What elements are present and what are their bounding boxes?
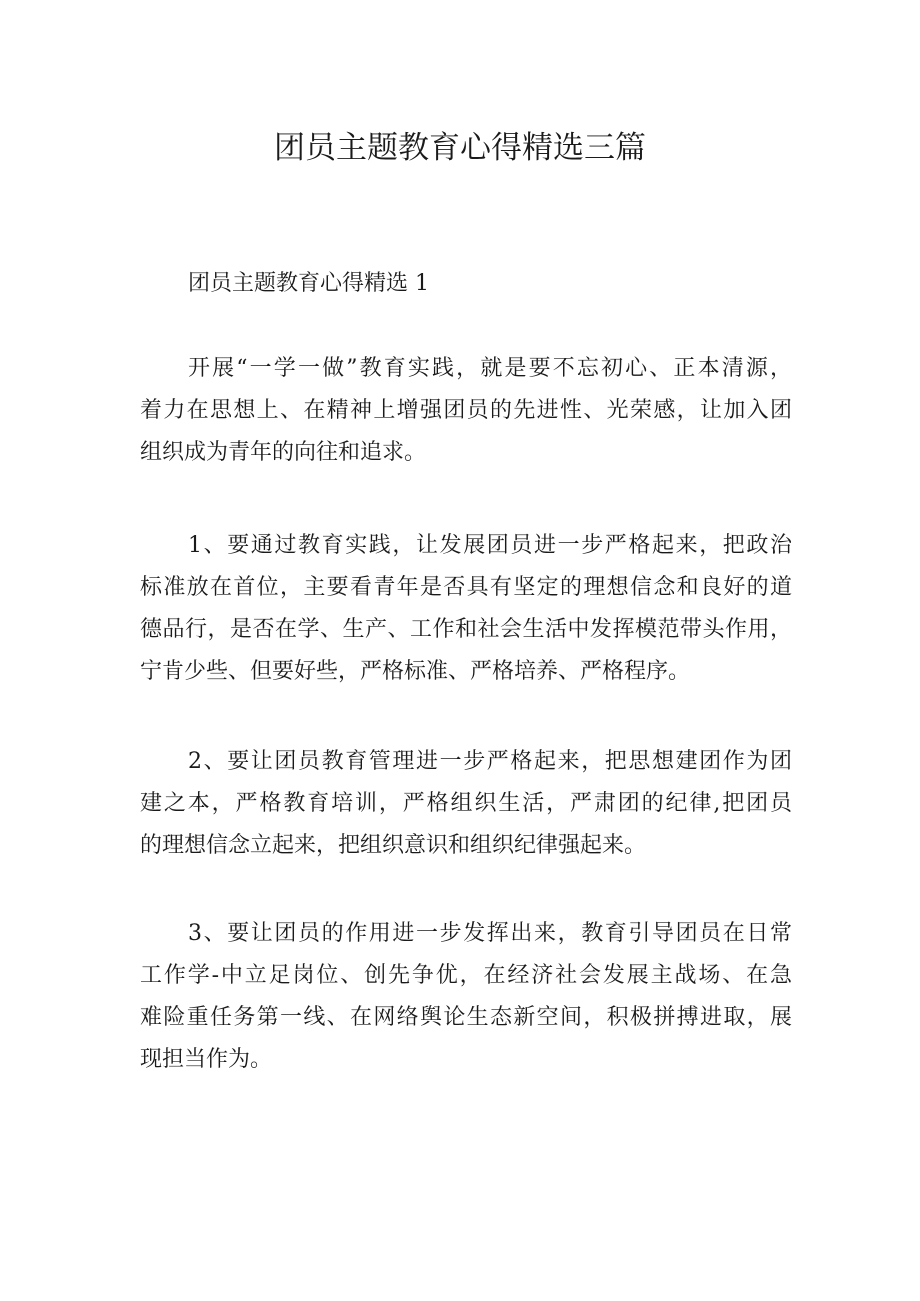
paragraph-line: 着力在思想上、在精神上增强团员的先进性、光荣感，让加入团 bbox=[140, 398, 792, 423]
paragraph-line: 3、要让团员的作用进一步发挥出来，教育引导团员在日常 bbox=[188, 921, 792, 946]
paragraph-point-2 bbox=[140, 741, 792, 867]
paragraph-point-1 bbox=[140, 525, 792, 693]
paragraph-line: 建之本，严格教育培训，严格组织生活，严肃团的纪律,把团员 bbox=[140, 791, 792, 816]
paragraph-point-3 bbox=[140, 913, 792, 1081]
paragraph-line: 组织成为青年的向往和追求。 bbox=[140, 440, 427, 465]
paragraph-line: 难险重任务第一线、在网络舆论生态新空间，积极拼搏进取，展 bbox=[140, 1005, 792, 1030]
paragraph-line: 宁肯少些、但要好些，严格标准、严格培养、严格程序。 bbox=[140, 659, 691, 684]
paragraph-line: 德品行，是否在学、生产、工作和社会生活中发挥模范带头作用， bbox=[140, 617, 792, 642]
paragraph-line: 开展“一学一做”教育实践，就是要不忘初心、正本清源， bbox=[188, 356, 792, 381]
paragraph-line: 2、要让团员教育管理进一步严格起来，把思想建团作为团 bbox=[188, 749, 792, 774]
section-heading: 团员主题教育心得精选 1 bbox=[188, 271, 429, 296]
paragraph-intro bbox=[140, 348, 792, 474]
paragraph-line: 现担当作为。 bbox=[140, 1047, 273, 1072]
paragraph-line: 工作学-中立足岗位、创先争优，在经济社会发展主战场、在急 bbox=[140, 963, 792, 988]
paragraph-line: 标准放在首位，主要看青年是否具有坚定的理想信念和良好的道 bbox=[140, 575, 792, 600]
paragraph-line: 1、要通过教育实践，让发展团员进一步严格起来，把政治 bbox=[188, 533, 792, 558]
document-title: 团员主题教育心得精选三篇 bbox=[274, 130, 646, 166]
paragraph-line: 的理想信念立起来，把组织意识和组织纪律强起来。 bbox=[140, 833, 647, 858]
